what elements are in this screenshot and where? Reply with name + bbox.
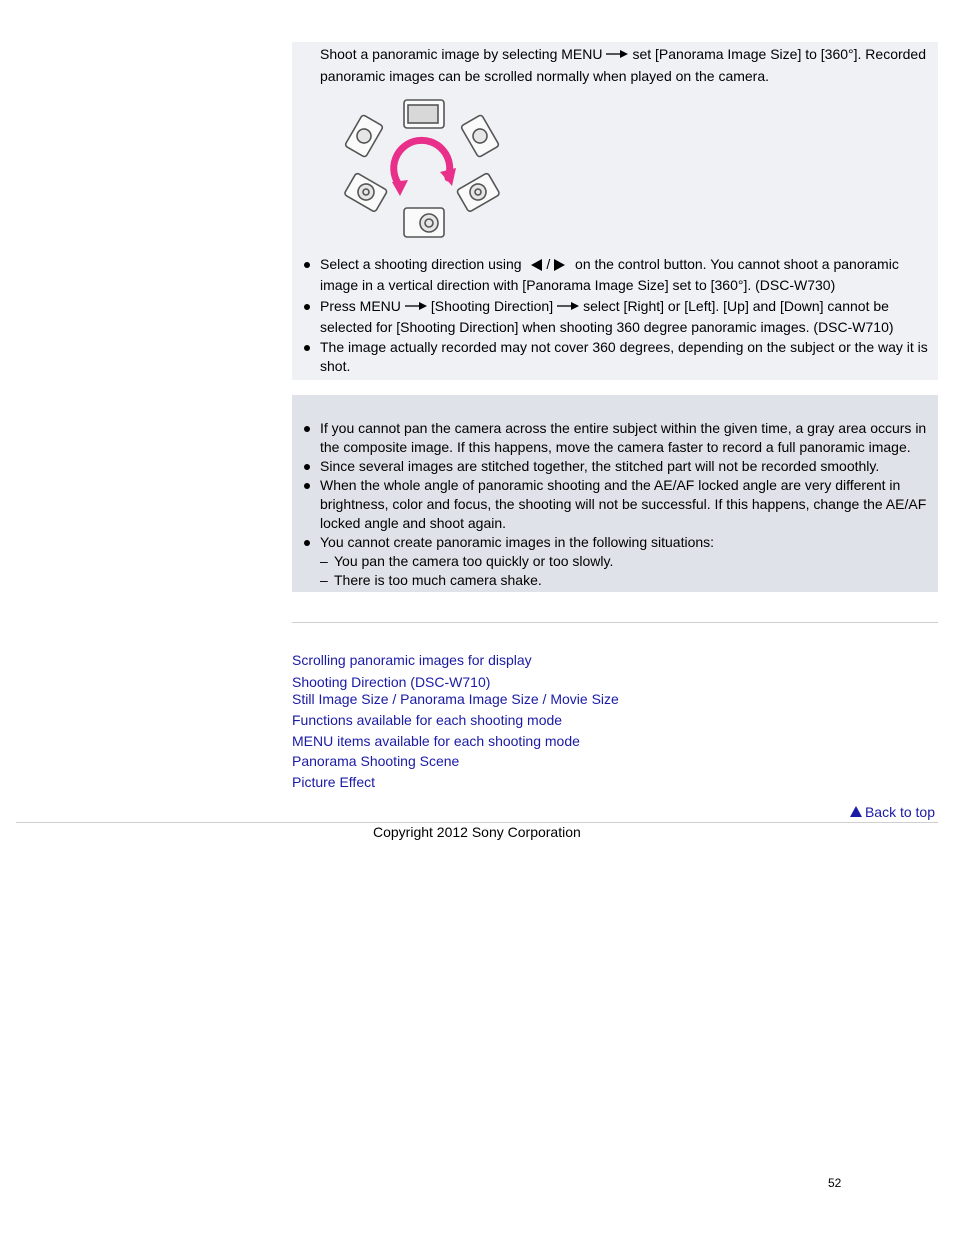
situation-item	[320, 552, 930, 571]
link-image-size[interactable]: Still Image Size / Panorama Image Size / Movie Size	[292, 691, 619, 707]
note-text: Press MENU	[320, 298, 401, 314]
note-text: The image actually recorded may not cover 360 degrees, depending on the subject or the way it is shot.	[320, 339, 928, 374]
intro-text	[320, 43, 930, 87]
note-text: Select a shooting direction using	[320, 256, 522, 272]
dash-mark: –	[320, 553, 328, 569]
bullet-icon	[304, 464, 310, 470]
link-scrolling-panoramic[interactable]: Scrolling panoramic images for display	[292, 652, 532, 668]
note-text: on the control button. You cannot shoot a panoramic image in a vertical direction with [Panorama Image Size] set to [360°]. (DSC-W730)	[320, 256, 899, 293]
caution-item	[300, 533, 930, 590]
bullet-icon	[304, 426, 310, 432]
bullet-icon	[304, 262, 310, 268]
link-shooting-direction[interactable]: Shooting Direction (DSC-W710)	[292, 674, 491, 690]
caution-text: If you cannot pan the camera across the entire subject within the given time, a gray area occurs in the composite image. If this happens, move the camera faster to record a full panoramic image.	[320, 420, 927, 455]
back-to-top-link[interactable]	[850, 802, 935, 822]
caution-list	[300, 419, 930, 590]
notes-list	[300, 254, 930, 376]
note-item	[300, 296, 930, 338]
situation-item	[320, 571, 930, 590]
situation-text: There is too much camera shake.	[334, 572, 542, 588]
slash-text: /	[546, 256, 551, 272]
divider	[292, 622, 938, 623]
page-number: 52	[828, 1176, 842, 1190]
caution-item	[300, 476, 930, 533]
panorama-rotation-illustration	[342, 96, 502, 241]
link-menu-items[interactable]: MENU items available for each shooting mode	[292, 733, 580, 749]
note-text: select [Right] or [Left]. [Up] and [Down] cannot be selected for [Shooting Direction] when shooting 360 degree panoramic images. (DSC-W710)	[320, 298, 894, 335]
left-triangle-icon	[531, 259, 542, 271]
right-triangle-icon	[554, 259, 565, 271]
caution-text: When the whole angle of panoramic shooting and the AE/AF locked angle are very different in brightness, color and focus, the shooting will not be successful. If this happens, change the AE/AF locked angle and shoot again.	[320, 477, 927, 531]
bullet-icon	[304, 345, 310, 351]
link-picture-effect[interactable]: Picture Effect	[292, 774, 376, 790]
dash-mark: –	[320, 572, 328, 588]
right-arrow-icon	[557, 301, 579, 311]
right-arrow-icon	[606, 49, 628, 59]
link-functions-available[interactable]: Functions available for each shooting mode	[292, 712, 563, 728]
bullet-icon	[304, 483, 310, 489]
intro-part2: set [Panorama Image Size] to [360°]. Recorded panoramic images can be scrolled normally when played on the camera.	[320, 46, 927, 84]
note-item	[300, 254, 930, 296]
caution-item	[300, 419, 930, 457]
intro-part1: Shoot a panoramic image by selecting MENU	[320, 46, 603, 62]
bullet-icon	[304, 540, 310, 546]
caution-text: Since several images are stitched together, the stitched part will not be recorded smoothly.	[320, 458, 880, 474]
situation-text: You pan the camera too quickly or too slowly.	[334, 553, 614, 569]
caution-text: You cannot create panoramic images in the following situations:	[320, 534, 715, 550]
note-text: [Shooting Direction]	[430, 298, 554, 314]
up-triangle-icon	[850, 806, 862, 817]
right-arrow-icon	[405, 301, 427, 311]
caution-item	[300, 457, 930, 476]
link-panorama-scene[interactable]: Panorama Shooting Scene	[292, 753, 460, 769]
note-item	[300, 338, 930, 376]
bullet-icon	[304, 304, 310, 310]
copyright: Copyright 2012 Sony Corporation	[373, 824, 581, 840]
back-to-top-label: Back to top	[864, 804, 935, 820]
